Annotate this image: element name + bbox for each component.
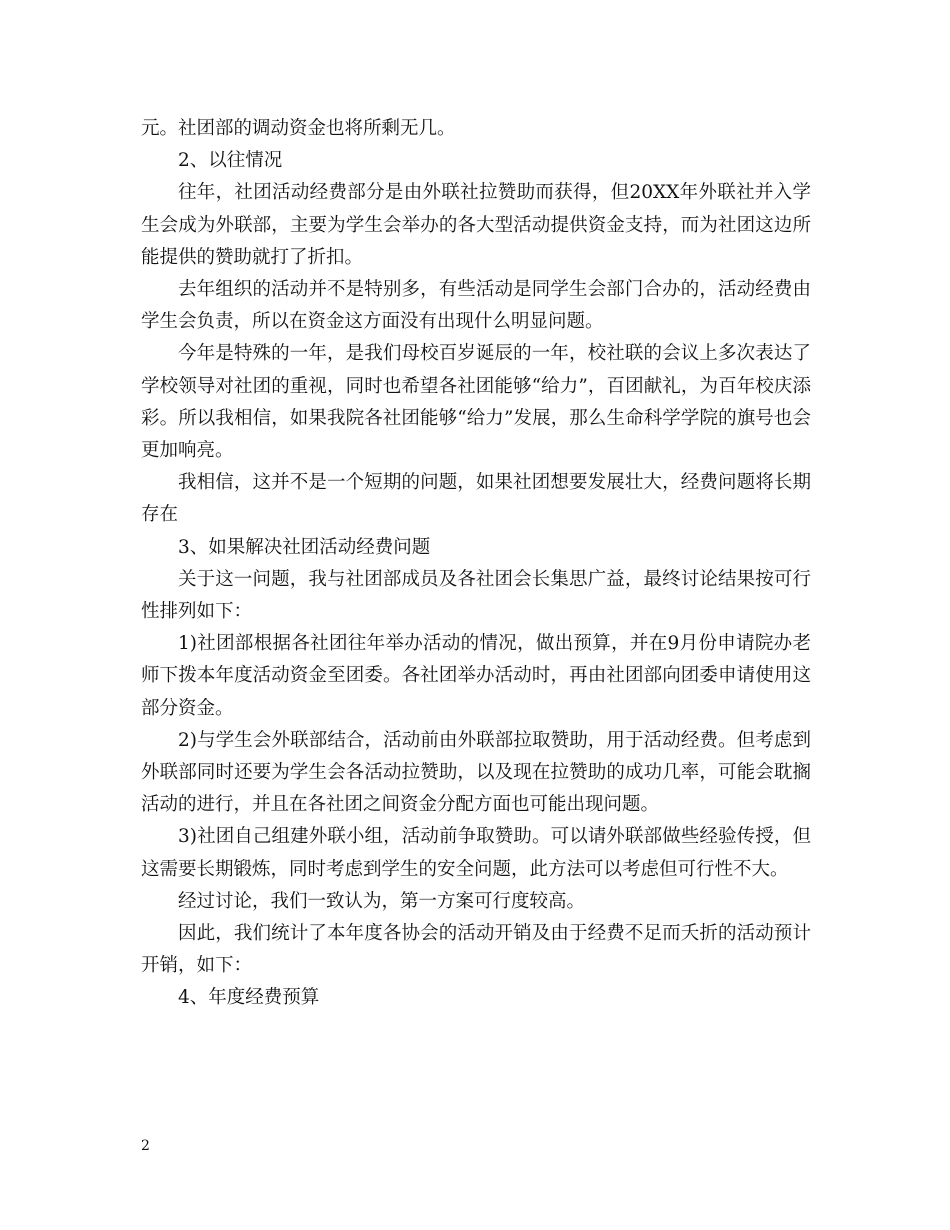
paragraph-this-year: 今年是特殊的一年，是我们母校百岁诞辰的一年，校社联的会议上多次表达了学校领导对社团的重视，同时也希望各社团能够“给力”，百团献礼，为百年校庆添彩。所以我相信，如果我院各社团能够“给力”发展，那么生命科学学院的旗号也会更加响亮。	[141, 343, 811, 462]
paragraph-past-situation: 往年，社团活动经费部分是由外联社拉赞助而获得，但20XX年外联社并入学生会成为外联部，主要为学生会举办的各大型活动提供资金支持，而为社团这边所能提供的赞助就打了折扣。	[141, 182, 811, 268]
paragraph-discussion: 关于这一问题，我与社团部成员及各社团会长集思广益，最终讨论结果按可行性排列如下：	[141, 568, 811, 623]
paragraph-option-3: 3)社团自己组建外联小组，活动前争取赞助。可以请外联部做些经验传授，但这需要长期锻炼，同时考虑到学生的安全问题，此方法可以考虑但可行性不大。	[141, 826, 811, 880]
paragraph-last-year: 去年组织的活动并不是特别多，有些活动是同学生会部门合办的，活动经费由学生会负责，所以在资金这方面没有出现什么明显问题。	[141, 279, 811, 333]
paragraph-continuation: 元。社团部的调动资金也将所剩无几。	[141, 118, 456, 139]
document-body	[141, 113, 811, 1015]
paragraph-option-1: 1)社团部根据各社团往年举办活动的情况，做出预算，并在9月份申请院办老师下拨本年度活动资金至团委。各社团举办活动时，再由社团部向团委申请使用这部分资金。	[141, 633, 811, 719]
page-number: 2	[141, 1138, 150, 1154]
section-heading-4: 4、年度经费预算	[178, 987, 320, 1009]
paragraph-option-2: 2)与学生会外联部结合，活动前由外联部拉取赞助，用于活动经费。但考虑到外联部同时还要为学生会各活动拉赞助，以及现在拉赞助的成功几率，可能会耽搁活动的进行，并且在各社团之间资金分配方面也可能出现问题。	[141, 729, 811, 816]
paragraph-long-term: 我相信，这并不是一个短期的问题，如果社团想要发展壮大，经费问题将长期存在	[141, 472, 811, 526]
section-heading-2: 2、以往情况	[178, 150, 283, 172]
section-heading-3: 3、如果解决社团活动经费问题	[178, 536, 431, 558]
paragraph-statistics: 因此，我们统计了本年度各协会的活动开销及由于经费不足而夭折的活动预计开销，如下：	[141, 923, 811, 977]
paragraph-conclusion: 经过讨论，我们一致认为，第一方案可行度较高。	[178, 890, 586, 912]
